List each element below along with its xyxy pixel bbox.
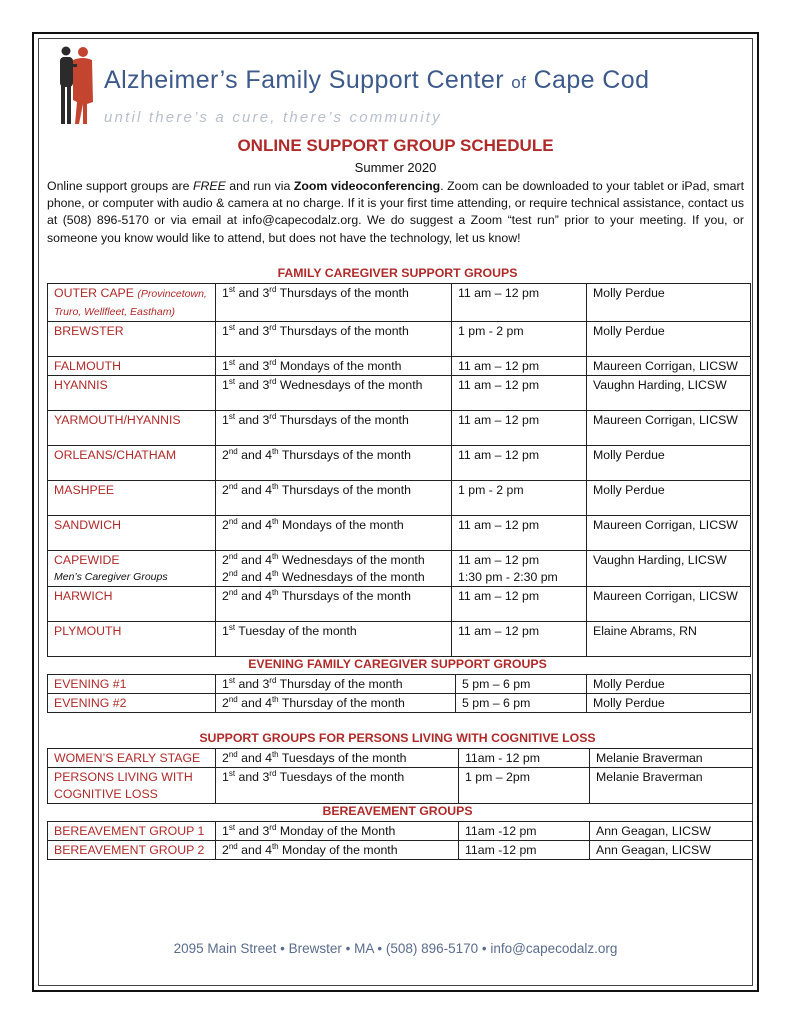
- time-text: 11am -12 pm: [465, 824, 537, 838]
- group-name-label: OUTER CAPE: [54, 286, 134, 300]
- schedule-text: [222, 823, 452, 840]
- group-name: [48, 694, 216, 713]
- table-row: [48, 551, 751, 587]
- leader-cell: Molly Perdue: [587, 284, 751, 322]
- schedule-rest: Tuesdays of the month: [276, 770, 405, 784]
- ordinal-suffix: nd: [228, 552, 238, 561]
- ordinal-number: 4: [265, 843, 272, 857]
- and-word: and: [235, 324, 263, 338]
- time-cell: [452, 411, 587, 446]
- time-cell: [452, 516, 587, 551]
- schedule-rest: Thursdays of the month: [276, 324, 409, 338]
- ordinal-number: 3: [262, 677, 270, 691]
- ordinal-number: 4: [265, 570, 272, 584]
- ordinal-suffix: th: [271, 588, 279, 597]
- leader-cell: Molly Perdue: [587, 446, 751, 481]
- group-name: [48, 822, 216, 841]
- ordinal-suffix: st: [228, 623, 236, 632]
- time-text: 11 am – 12 pm: [458, 378, 540, 392]
- schedule-cell: [216, 749, 459, 768]
- group-name-label: WOMEN’S EARLY STAGE: [54, 751, 201, 765]
- time-text: 11am - 12 pm: [465, 751, 540, 765]
- group-name-label: ORLEANS/CHATHAM: [54, 448, 177, 462]
- table-row: [48, 768, 753, 804]
- ordinal-number: 4: [265, 696, 272, 710]
- ordinal-suffix: st: [228, 323, 236, 332]
- family-groups-table: [47, 283, 751, 657]
- ordinal-number: 2: [222, 553, 229, 567]
- schedule-rest: Thursdays of the month: [278, 483, 412, 497]
- ordinal-number: 3: [262, 324, 270, 338]
- schedule-text: [222, 285, 445, 302]
- group-name: [48, 411, 216, 446]
- ordinal-suffix: nd: [228, 569, 238, 578]
- ordinal-number: 2: [222, 589, 229, 603]
- ordinal-suffix: nd: [228, 588, 238, 597]
- group-name: [48, 551, 216, 587]
- time-text: 11 am – 12 pm: [458, 518, 540, 532]
- time-text: 11 am – 12 pm: [458, 286, 540, 300]
- time-text: 11 am – 12 pm: [458, 448, 540, 462]
- schedule-rest: Tuesday of the month: [235, 624, 357, 638]
- ordinal-suffix: rd: [269, 285, 277, 294]
- group-name: [48, 768, 216, 804]
- leader-cell: Ann Geagan, LICSW: [590, 822, 753, 841]
- ordinal-number: 3: [262, 359, 270, 373]
- ordinal-number: 4: [265, 589, 272, 603]
- time-text: 1:30 pm - 2:30 pm: [458, 570, 558, 584]
- table-row: [48, 587, 751, 622]
- table-row: [48, 622, 751, 657]
- time-cell: [452, 357, 587, 376]
- ordinal-number: 1: [222, 324, 229, 338]
- table-row: [48, 694, 751, 713]
- footer-contact: 2095 Main Street • Brewster • MA • (508) 896-5170 • info@capecodalz.org: [173, 941, 618, 956]
- group-name-label: EVENING #1: [54, 677, 127, 691]
- ordinal-number: 1: [222, 378, 229, 392]
- ordinal-suffix: rd: [269, 823, 277, 832]
- schedule-rest: Monday of the Month: [276, 824, 396, 838]
- ordinal-number: 3: [262, 770, 270, 784]
- time-cell: [456, 675, 587, 694]
- schedule-cell: [216, 675, 456, 694]
- group-name: [48, 284, 216, 322]
- schedule-rest: Mondays of the month: [276, 359, 402, 373]
- ordinal-number: 3: [262, 286, 270, 300]
- leader-cell: Ann Geagan, LICSW: [590, 841, 753, 860]
- time-cell: [452, 481, 587, 516]
- and-word: and: [235, 378, 263, 392]
- group-name: [48, 322, 216, 357]
- time-text: 5 pm – 6 pm: [462, 677, 531, 691]
- and-word: and: [235, 824, 263, 838]
- leader-cell: Melanie Braverman: [590, 768, 753, 804]
- time-text: 1 pm - 2 pm: [458, 324, 524, 338]
- ordinal-number: 1: [222, 413, 229, 427]
- table-row: [48, 481, 751, 516]
- and-word: and: [237, 696, 266, 710]
- schedule-cell: [216, 822, 459, 841]
- time-cell: [452, 322, 587, 357]
- schedule-cell: [216, 516, 452, 551]
- schedule-rest: Wednesdays of the month: [276, 378, 423, 392]
- leader-cell: Vaughn Harding, LICSW: [587, 551, 751, 587]
- ordinal-suffix: th: [271, 552, 279, 561]
- schedule-rest: Tuesdays of the month: [278, 751, 407, 765]
- leader-cell: Elaine Abrams, RN: [587, 622, 751, 657]
- schedule-cell: [216, 622, 452, 657]
- schedule-rest: Mondays of the month: [278, 518, 404, 532]
- schedule-rest: Thursdays of the month: [276, 286, 409, 300]
- table-row: [48, 446, 751, 481]
- bereavement-groups-table: [47, 821, 753, 860]
- schedule-rest: Thursday of the month: [276, 677, 403, 691]
- leader-cell: Molly Perdue: [587, 675, 751, 694]
- ordinal-number: 2: [222, 518, 229, 532]
- ordinal-number: 4: [265, 553, 272, 567]
- schedule-text: [222, 358, 445, 375]
- schedule-text: [222, 695, 449, 712]
- ordinal-number: 3: [262, 378, 270, 392]
- ordinal-suffix: th: [271, 569, 279, 578]
- cognitive-section-title: SUPPORT GROUPS FOR PERSONS LIVING WITH COGNITIVE LOSS: [199, 731, 596, 745]
- group-name-label: PERSONS LIVING WITH COGNITIVE LOSS: [54, 770, 193, 801]
- ordinal-suffix: rd: [269, 769, 277, 778]
- ordinal-number: 2: [222, 448, 229, 462]
- schedule-cell: [216, 376, 452, 411]
- ordinal-suffix: nd: [228, 842, 238, 851]
- ordinal-number: 2: [222, 570, 229, 584]
- org-name: Alzheimer’s Family Support Center of Cape Cod: [104, 66, 650, 94]
- table-row: [48, 284, 751, 322]
- evening-section-title: EVENING FAMILY CAREGIVER SUPPORT GROUPS: [248, 657, 547, 671]
- ordinal-suffix: nd: [228, 517, 238, 526]
- ordinal-suffix: th: [271, 695, 279, 704]
- and-word: and: [237, 518, 266, 532]
- ordinal-suffix: st: [228, 377, 236, 386]
- ordinal-suffix: rd: [269, 323, 277, 332]
- table-row: [48, 822, 753, 841]
- group-name-label: HARWICH: [54, 589, 113, 603]
- table-row: [48, 749, 753, 768]
- ordinal-suffix: th: [271, 517, 279, 526]
- group-name-label: CAPEWIDE: [54, 553, 120, 567]
- ordinal-suffix: th: [271, 750, 279, 759]
- group-name: [48, 841, 216, 860]
- ordinal-suffix: nd: [228, 482, 238, 491]
- leader-cell: Maureen Corrigan, LICSW: [587, 411, 751, 446]
- time-cell: [452, 587, 587, 622]
- ordinal-suffix: st: [228, 358, 236, 367]
- time-text: 1 pm – 2pm: [465, 770, 530, 784]
- schedule-cell: [216, 768, 459, 804]
- table-row: [48, 841, 753, 860]
- schedule-text: [222, 482, 445, 499]
- leader-cell: Molly Perdue: [587, 322, 751, 357]
- group-name-label: FALMOUTH: [54, 359, 121, 373]
- schedule-cell: [216, 551, 452, 587]
- time-cell: [456, 694, 587, 713]
- schedule-cell: [216, 841, 459, 860]
- schedule-rest: Thursdays of the month: [276, 413, 409, 427]
- schedule-rest: Thursdays of the month: [278, 448, 412, 462]
- group-name-label: PLYMOUTH: [54, 624, 122, 638]
- group-name: [48, 587, 216, 622]
- group-name-label: SANDWICH: [54, 518, 121, 532]
- ordinal-suffix: th: [271, 447, 279, 456]
- time-text: 11am -12 pm: [465, 843, 537, 857]
- schedule-cell: [216, 694, 456, 713]
- group-name: [48, 357, 216, 376]
- schedule-cell: [216, 587, 452, 622]
- and-word: and: [235, 359, 263, 373]
- time-cell: [452, 551, 587, 587]
- ordinal-number: 2: [222, 843, 229, 857]
- schedule-text: [222, 552, 445, 569]
- time-text: 11 am – 12 pm: [458, 624, 540, 638]
- ordinal-suffix: nd: [228, 695, 238, 704]
- schedule-rest: Wednesdays of the month: [278, 553, 425, 567]
- and-word: and: [237, 843, 266, 857]
- season-label: Summer 2020: [354, 160, 437, 175]
- ordinal-suffix: rd: [269, 377, 277, 386]
- time-text: 11 am – 12 pm: [458, 413, 540, 427]
- time-cell: [459, 768, 590, 804]
- ordinal-suffix: th: [271, 482, 279, 491]
- group-note: Men’s Caregiver Groups: [54, 571, 168, 583]
- leader-cell: Melanie Braverman: [590, 749, 753, 768]
- bereavement-section-title: BEREAVEMENT GROUPS: [322, 804, 473, 818]
- ordinal-suffix: nd: [228, 447, 238, 456]
- ordinal-number: 1: [222, 677, 229, 691]
- schedule-text: [222, 623, 445, 640]
- time-text: 5 pm – 6 pm: [462, 696, 531, 710]
- ordinal-suffix: rd: [269, 358, 277, 367]
- intro-paragraph: Online support groups are FREE and run via Zoom videoconferencing. Zoom can be downloaded to your tablet or iPad, smart phone, or computer with audio & camera at no charge. If it is your first time attending, or require technical assistance, contact us at (508) 896-5170 or via email at info@capecodalz.org. We do suggest a Zoom “test run” prior to your meeting. If you, or someone you know would like to attend, but does not have the technology, let us know!: [47, 179, 744, 245]
- time-text: 11 am – 12 pm: [458, 359, 540, 373]
- group-name-label: BEREAVEMENT GROUP 1: [54, 824, 205, 838]
- schedule-rest: Wednesdays of the month: [278, 570, 425, 584]
- leader-cell: Molly Perdue: [587, 481, 751, 516]
- and-word: and: [237, 589, 266, 603]
- ordinal-number: 3: [262, 413, 270, 427]
- ordinal-suffix: st: [228, 676, 236, 685]
- ordinal-number: 1: [222, 286, 229, 300]
- schedule-text: [222, 676, 449, 693]
- leader-cell: Maureen Corrigan, LICSW: [587, 516, 751, 551]
- ordinal-number: 4: [265, 751, 272, 765]
- time-cell: [459, 749, 590, 768]
- schedule-cell: [216, 357, 452, 376]
- group-note: (Provincetown, Truro, Wellfleet, Eastham): [54, 288, 207, 318]
- schedule-text: [222, 377, 445, 394]
- cognitive-groups-table: [47, 748, 753, 804]
- and-word: and: [237, 483, 266, 497]
- time-text: 11 am – 12 pm: [458, 553, 540, 567]
- time-text: 11 am – 12 pm: [458, 589, 540, 603]
- and-word: and: [235, 770, 263, 784]
- schedule-text: [222, 412, 445, 429]
- group-name-label: HYANNIS: [54, 378, 108, 392]
- time-cell: [452, 622, 587, 657]
- and-word: and: [237, 751, 266, 765]
- family-section-title: FAMILY CAREGIVER SUPPORT GROUPS: [277, 266, 518, 280]
- ordinal-suffix: st: [228, 412, 236, 421]
- tagline: until there’s a cure, there’s community: [104, 109, 442, 126]
- schedule-cell: [216, 481, 452, 516]
- table-row: [48, 322, 751, 357]
- time-cell: [459, 822, 590, 841]
- table-row: [48, 411, 751, 446]
- group-name: [48, 749, 216, 768]
- ordinal-suffix: rd: [269, 412, 277, 421]
- ordinal-suffix: st: [228, 285, 236, 294]
- ordinal-number: 4: [265, 483, 272, 497]
- schedule-cell: [216, 322, 452, 357]
- schedule-rest: Monday of the month: [278, 843, 398, 857]
- and-word: and: [237, 553, 266, 567]
- schedule-text: [222, 842, 452, 859]
- ordinal-number: 1: [222, 624, 229, 638]
- ordinal-number: 4: [265, 448, 272, 462]
- group-name-label: BEREAVEMENT GROUP 2: [54, 843, 205, 857]
- schedule-cell: [216, 411, 452, 446]
- ordinal-suffix: rd: [269, 676, 277, 685]
- schedule-text: [222, 447, 445, 464]
- schedule-text: [222, 323, 445, 340]
- ordinal-suffix: st: [228, 769, 236, 778]
- schedule-text: [222, 569, 445, 586]
- and-word: and: [235, 677, 263, 691]
- table-row: [48, 376, 751, 411]
- leader-cell: Maureen Corrigan, LICSW: [587, 357, 751, 376]
- ordinal-number: 1: [222, 359, 229, 373]
- time-cell: [459, 841, 590, 860]
- group-name-label: MASHPEE: [54, 483, 115, 497]
- group-name-label: YARMOUTH/HYANNIS: [54, 413, 181, 427]
- and-word: and: [237, 448, 266, 462]
- schedule-text: [222, 588, 445, 605]
- group-name: [48, 446, 216, 481]
- table-row: [48, 675, 751, 694]
- schedule-rest: Thursdays of the month: [278, 589, 412, 603]
- and-word: and: [235, 286, 263, 300]
- ordinal-suffix: th: [271, 842, 279, 851]
- time-cell: [452, 446, 587, 481]
- time-cell: [452, 284, 587, 322]
- ordinal-number: 3: [262, 824, 270, 838]
- page-title: ONLINE SUPPORT GROUP SCHEDULE: [237, 136, 554, 155]
- group-name: [48, 481, 216, 516]
- group-name: [48, 516, 216, 551]
- ordinal-number: 1: [222, 770, 229, 784]
- group-name-label: BREWSTER: [54, 324, 124, 338]
- and-word: and: [235, 413, 263, 427]
- time-cell: [452, 376, 587, 411]
- schedule-text: [222, 517, 445, 534]
- time-text: 1 pm - 2 pm: [458, 483, 524, 497]
- and-word: and: [237, 570, 266, 584]
- group-name: [48, 622, 216, 657]
- schedule-text: [222, 750, 452, 767]
- leader-cell: Vaughn Harding, LICSW: [587, 376, 751, 411]
- ordinal-number: 4: [265, 518, 272, 532]
- schedule-cell: [216, 446, 452, 481]
- table-row: [48, 516, 751, 551]
- group-name: [48, 376, 216, 411]
- group-name-label: EVENING #2: [54, 696, 127, 710]
- ordinal-number: 2: [222, 483, 229, 497]
- evening-groups-table: [47, 674, 751, 713]
- schedule-cell: [216, 284, 452, 322]
- leader-cell: Maureen Corrigan, LICSW: [587, 587, 751, 622]
- leader-cell: Molly Perdue: [587, 694, 751, 713]
- two-figures-logo-icon: [56, 44, 96, 128]
- ordinal-suffix: st: [228, 823, 236, 832]
- table-row: [48, 357, 751, 376]
- group-name: [48, 675, 216, 694]
- schedule-text: [222, 769, 452, 786]
- ordinal-suffix: nd: [228, 750, 238, 759]
- ordinal-number: 2: [222, 751, 229, 765]
- ordinal-number: 1: [222, 824, 229, 838]
- schedule-rest: Thursday of the month: [278, 696, 405, 710]
- ordinal-number: 2: [222, 696, 229, 710]
